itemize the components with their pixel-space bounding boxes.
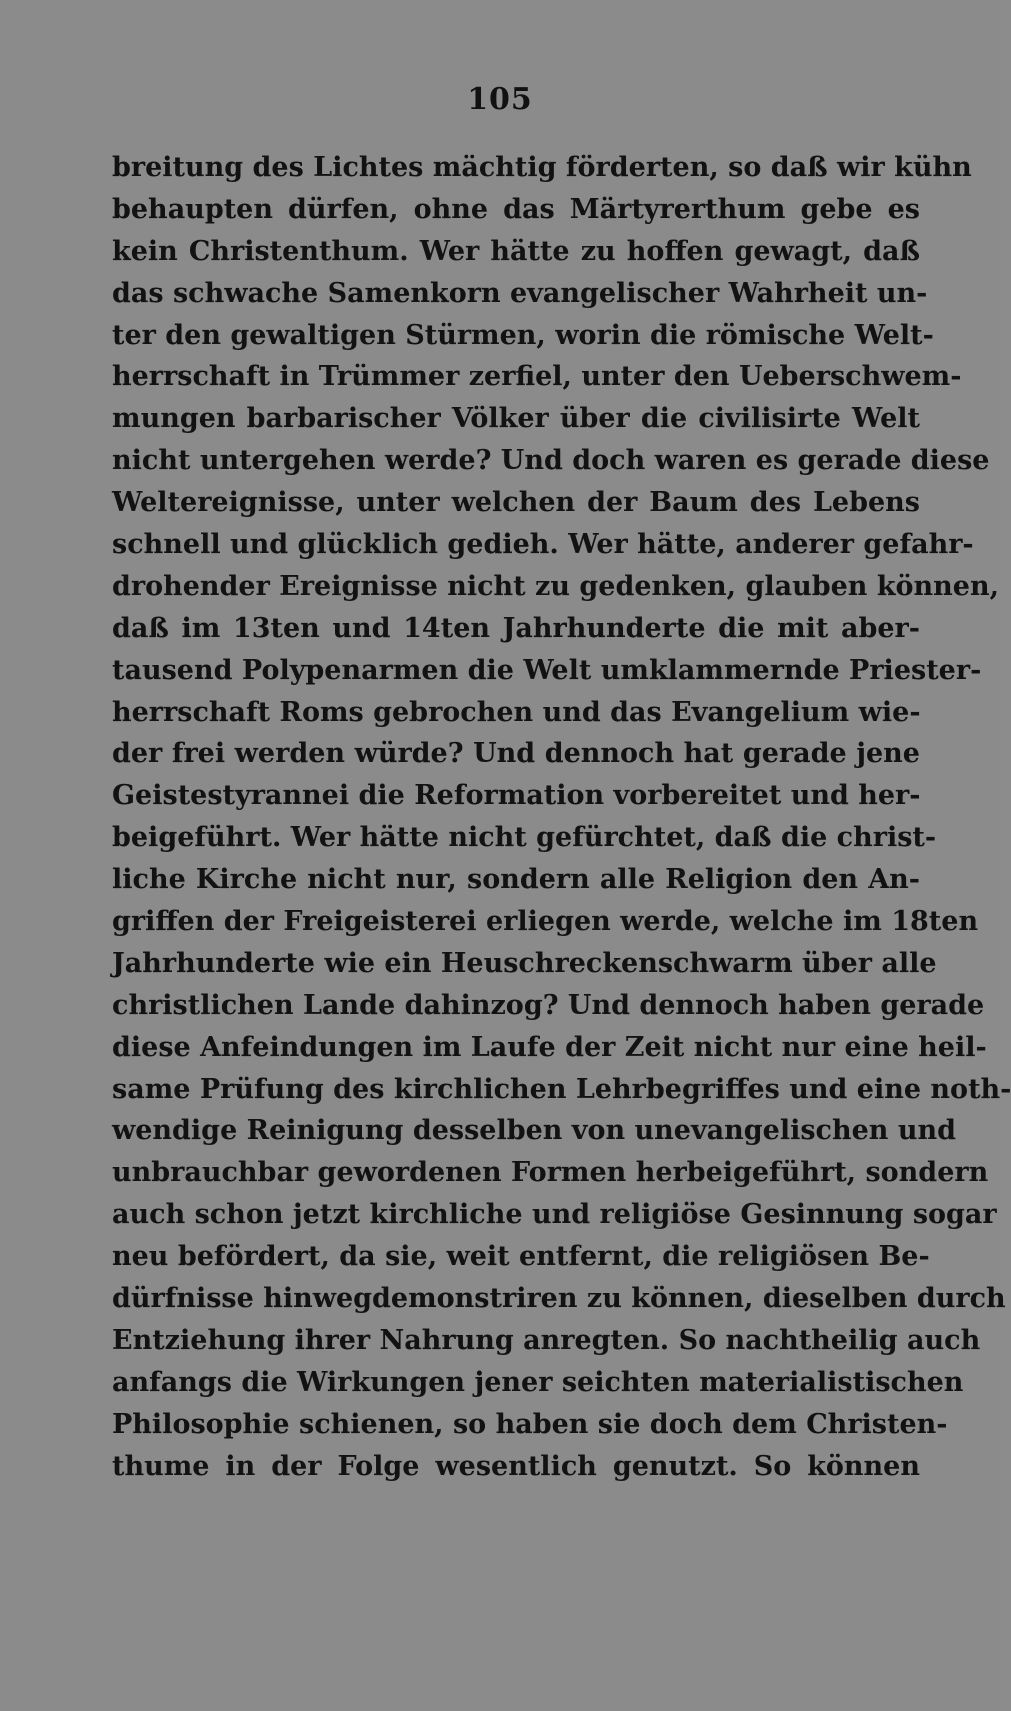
text-line: tausend Polypenarmen die Welt umklammernde Priester- xyxy=(112,654,982,686)
text-line: dürfnisse hinwegdemonstriren zu können, dieselben durch xyxy=(112,1283,1006,1315)
text-line: Weltereignisse, unter welchen der Baum des Lebens xyxy=(112,487,920,519)
text-line: liche Kirche nicht nur, sondern alle Religion den An- xyxy=(112,864,920,896)
text-line: herrschaft in Trümmer zerfiel, unter den Ueberschwem- xyxy=(112,361,962,393)
text-line: griffen der Freigeisterei erliegen werde, welche im 18ten xyxy=(112,906,979,938)
text-line: thume in der Folge wesentlich genutzt. So können xyxy=(112,1450,920,1482)
text-line: nicht untergehen werde? Und doch waren es gerade diese xyxy=(112,445,990,477)
text-line: der frei werden würde? Und dennoch hat gerade jene xyxy=(112,738,920,770)
text-line: kein Christenthum. Wer hätte zu hoffen gewagt, daß xyxy=(112,235,920,267)
body-text xyxy=(112,147,1011,1488)
text-line: schnell und glücklich gedieh. Wer hätte, anderer gefahr- xyxy=(112,529,974,561)
text-line: Entziehung ihrer Nahrung anregten. So nachtheilig auch xyxy=(112,1324,981,1356)
text-line: wendige Reinigung desselben von unevangelischen und xyxy=(112,1115,956,1147)
text-line: ter den gewaltigen Stürmen, worin die römische Welt- xyxy=(112,319,934,351)
text-line: anfangs die Wirkungen jener seichten materialistischen xyxy=(112,1366,964,1398)
page-number: 105 xyxy=(467,82,533,117)
text-line: auch schon jetzt kirchliche und religiöse Gesinnung sogar xyxy=(112,1199,997,1231)
text-line: Geistestyrannei die Reformation vorbereitet und her- xyxy=(112,780,921,812)
text-line: same Prüfung des kirchlichen Lehrbegriffes und eine noth- xyxy=(112,1073,1011,1105)
text-line: diese Anfeindungen im Laufe der Zeit nicht nur eine heil- xyxy=(112,1031,987,1063)
text-line: daß im 13ten und 14ten Jahrhunderte die mit aber- xyxy=(112,612,920,644)
text-line: christlichen Lande dahinzog? Und dennoch haben gerade xyxy=(112,989,985,1021)
text-line: drohender Ereignisse nicht zu gedenken, glauben können, xyxy=(112,570,1000,602)
text-line: breitung des Lichtes mächtig förderten, so daß wir kühn xyxy=(112,152,972,183)
text-line: mungen barbarischer Völker über die civilisirte Welt xyxy=(112,403,920,435)
text-line: unbrauchbar gewordenen Formen herbeigeführt, sondern xyxy=(112,1157,989,1189)
text-line: beigeführt. Wer hätte nicht gefürchtet, daß die christ- xyxy=(112,822,937,854)
text-line: herrschaft Roms gebrochen und das Evangelium wie- xyxy=(112,696,921,728)
text-line: das schwache Samenkorn evangelischer Wahrheit un- xyxy=(112,277,928,309)
text-line: behaupten dürfen, ohne das Märtyrerthum gebe es xyxy=(112,193,920,225)
text-line: neu befördert, da sie, weit entfernt, die religiösen Be- xyxy=(112,1241,930,1273)
text-line: Philosophie schienen, so haben sie doch dem Christen- xyxy=(112,1408,948,1440)
text-line: Jahrhunderte wie ein Heuschreckenschwarm über alle xyxy=(112,947,937,979)
